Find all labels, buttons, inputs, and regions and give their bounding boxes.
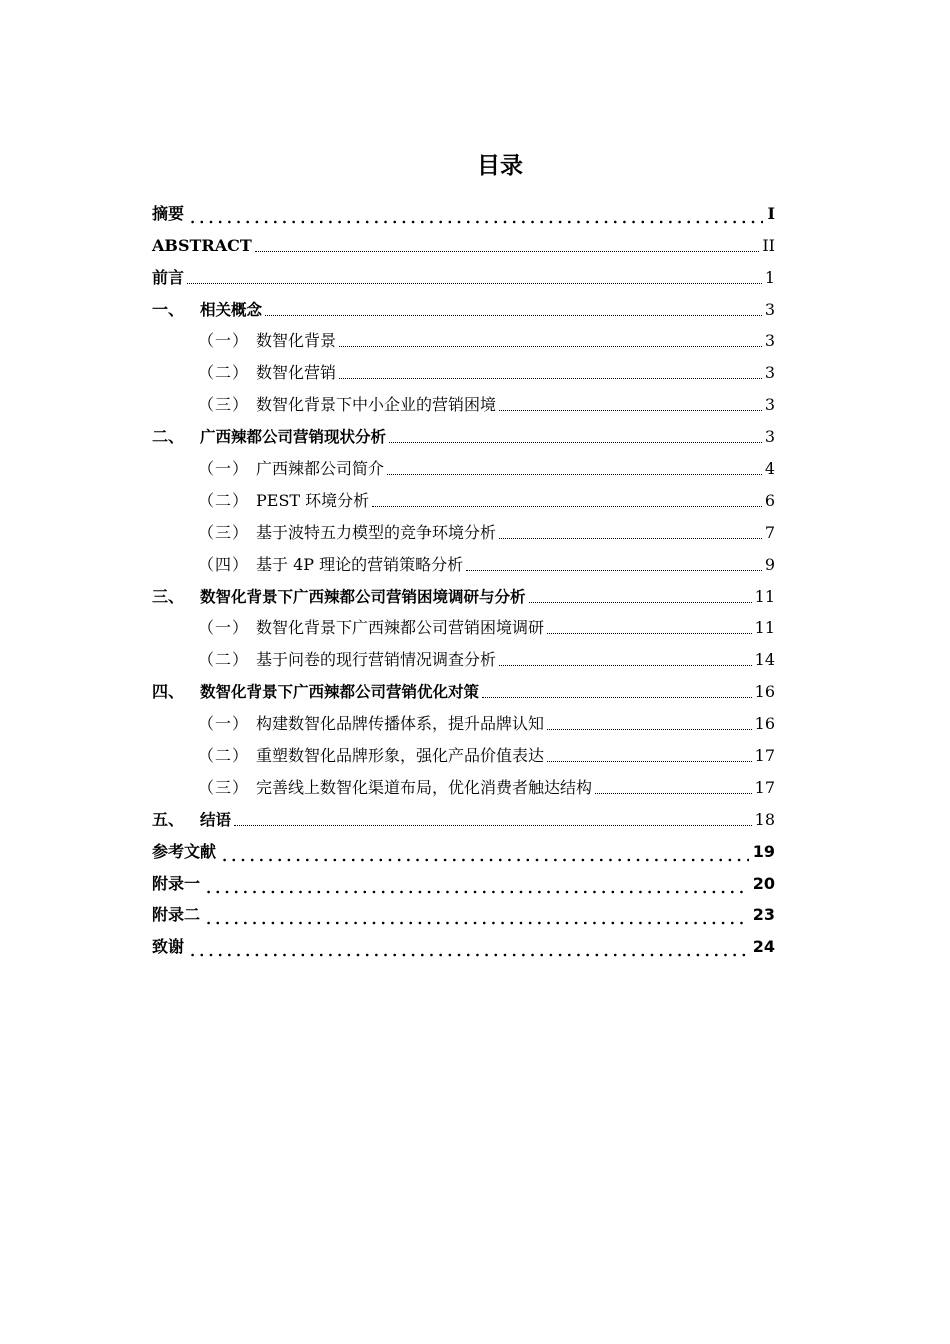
toc-entry[interactable] (152, 638, 775, 670)
toc-entry-number: （一） (198, 459, 250, 479)
table-of-contents (152, 192, 775, 957)
toc-dot-leader (339, 346, 762, 347)
toc-dot-leader (204, 905, 749, 925)
toc-entry-title: 前言 (152, 267, 185, 287)
toc-dot-leader (529, 602, 752, 603)
toc-entry[interactable] (152, 702, 775, 734)
toc-entry-title: 数智化背景下广西辣都公司营销困境调研与分析 (200, 587, 526, 606)
toc-dot-leader (387, 474, 762, 475)
toc-entry[interactable] (152, 479, 775, 511)
toc-entry-title: 数智化背景下广西辣都公司营销困境调研 (256, 618, 545, 638)
toc-page-number: 1 (764, 267, 775, 287)
toc-entry[interactable] (152, 415, 775, 447)
toc-page-number: 6 (764, 490, 775, 510)
toc-entry-title: 完善线上数智化渠道布局，优化消费者触达结构 (256, 777, 593, 797)
toc-dot-leader (372, 506, 762, 507)
toc-dot-leader (547, 729, 752, 730)
toc-entry[interactable] (152, 320, 775, 352)
toc-page-number: 16 (754, 682, 775, 702)
toc-entry-title: 基于 4P 理论的营销策略分析 (256, 554, 464, 574)
toc-dot-leader (499, 538, 762, 539)
toc-entry-number: 一、 (152, 299, 185, 319)
toc-entry[interactable] (152, 543, 775, 575)
toc-dot-leader (466, 570, 762, 571)
toc-entry-title: 数智化背景下广西辣都公司营销优化对策 (200, 683, 480, 702)
toc-entry[interactable] (152, 670, 775, 702)
toc-entry[interactable] (152, 862, 775, 894)
toc-entry[interactable] (152, 447, 775, 479)
page-title: 目录 (477, 153, 523, 179)
toc-entry-title: 数智化背景下中小企业的营销困境 (256, 395, 497, 415)
toc-entry[interactable] (152, 256, 775, 288)
toc-page-number: 18 (754, 809, 775, 829)
toc-page-number: 23 (752, 905, 775, 925)
toc-entry-number: （一） (198, 331, 250, 351)
toc-dot-leader (220, 842, 749, 862)
toc-entry-title: 基于问卷的现行营销情况调查分析 (256, 650, 497, 670)
toc-entry[interactable] (152, 925, 775, 957)
toc-entry-title: 附录二 (152, 905, 201, 925)
toc-entry[interactable] (152, 224, 775, 256)
toc-page-number: 3 (764, 331, 775, 351)
toc-page-number: 7 (764, 522, 775, 542)
toc-entry-title: 附录一 (152, 873, 201, 893)
toc-page-number: 3 (764, 427, 775, 447)
toc-page-number: 17 (754, 777, 775, 797)
toc-page-number: 16 (754, 714, 775, 734)
toc-dot-leader (482, 697, 752, 698)
toc-entry-number: （二） (198, 363, 250, 383)
toc-entry-title: 重塑数智化品牌形象，强化产品价值表达 (256, 746, 545, 766)
toc-entry-title: 摘要 (152, 203, 185, 223)
toc-page-number: 11 (754, 586, 775, 606)
toc-entry-title: 构建数智化品牌传播体系，提升品牌认知 (256, 714, 545, 734)
toc-page-number: 14 (754, 650, 775, 670)
toc-dot-leader (204, 874, 749, 894)
toc-dot-leader (595, 793, 752, 794)
toc-entry-number: （一） (198, 618, 250, 638)
toc-entry[interactable] (152, 734, 775, 766)
toc-dot-leader (389, 442, 762, 443)
toc-dot-leader (547, 633, 752, 634)
toc-entry-title: ABSTRACT (152, 235, 252, 255)
toc-entry-number: （三） (198, 522, 250, 542)
toc-page-number: 11 (754, 618, 775, 638)
toc-page-number: II (762, 235, 775, 255)
toc-dot-leader (255, 251, 760, 252)
toc-page-number: 17 (754, 746, 775, 766)
toc-dot-leader (265, 315, 762, 316)
toc-entry[interactable] (152, 511, 775, 543)
toc-dot-leader (339, 378, 762, 379)
toc-entry[interactable] (152, 383, 775, 415)
toc-dot-leader (234, 825, 752, 826)
toc-dot-leader (547, 761, 752, 762)
toc-page-number: 3 (764, 363, 775, 383)
toc-entry[interactable] (152, 894, 775, 926)
toc-entry[interactable] (152, 575, 775, 607)
toc-entry-title: 数智化背景 (256, 331, 337, 351)
toc-dot-leader (187, 283, 762, 284)
toc-entry-number: 二、 (152, 427, 185, 447)
toc-entry[interactable] (152, 766, 775, 798)
toc-entry-number: 五、 (152, 809, 185, 829)
toc-dot-leader (188, 937, 749, 957)
toc-entry-number: （二） (198, 490, 250, 510)
toc-page-number: 3 (764, 299, 775, 319)
toc-entry-title: 广西辣都公司营销现状分析 (200, 428, 387, 447)
toc-entry-title: 相关概念 (200, 300, 263, 319)
toc-entry[interactable] (152, 798, 775, 830)
toc-entry-number: （二） (198, 746, 250, 766)
toc-entry-title: 数智化营销 (256, 363, 337, 383)
toc-entry-title: 参考文献 (152, 841, 217, 861)
toc-page-number: 9 (764, 554, 775, 574)
toc-entry[interactable] (152, 288, 775, 320)
toc-entry-number: 三、 (152, 586, 185, 606)
toc-page-number: 4 (764, 459, 775, 479)
toc-entry-number: 四、 (152, 682, 185, 702)
toc-entry[interactable] (152, 607, 775, 639)
toc-page-number: 3 (764, 395, 775, 415)
toc-entry-number: （三） (198, 395, 250, 415)
toc-entry-number: （四） (198, 554, 250, 574)
toc-page-number: 19 (752, 841, 775, 861)
toc-entry-title: 致谢 (152, 937, 185, 957)
toc-page-number: 20 (752, 873, 775, 893)
toc-entry-title: 结语 (200, 810, 232, 829)
toc-entry[interactable] (152, 830, 775, 862)
toc-entry[interactable] (152, 192, 775, 224)
toc-page-number: I (767, 203, 775, 223)
toc-entry-title: 基于波特五力模型的竞争环境分析 (256, 522, 497, 542)
toc-dot-leader (499, 665, 752, 666)
toc-page-number: 24 (752, 937, 775, 957)
toc-entry-number: （二） (198, 650, 250, 670)
toc-dot-leader (188, 204, 763, 224)
toc-entry-number: （三） (198, 777, 250, 797)
toc-entry-title: 广西辣都公司简介 (256, 459, 385, 479)
toc-entry[interactable] (152, 351, 775, 383)
toc-entry-number: （一） (198, 714, 250, 734)
toc-dot-leader (499, 410, 762, 411)
toc-entry-title: PEST 环境分析 (256, 490, 370, 510)
